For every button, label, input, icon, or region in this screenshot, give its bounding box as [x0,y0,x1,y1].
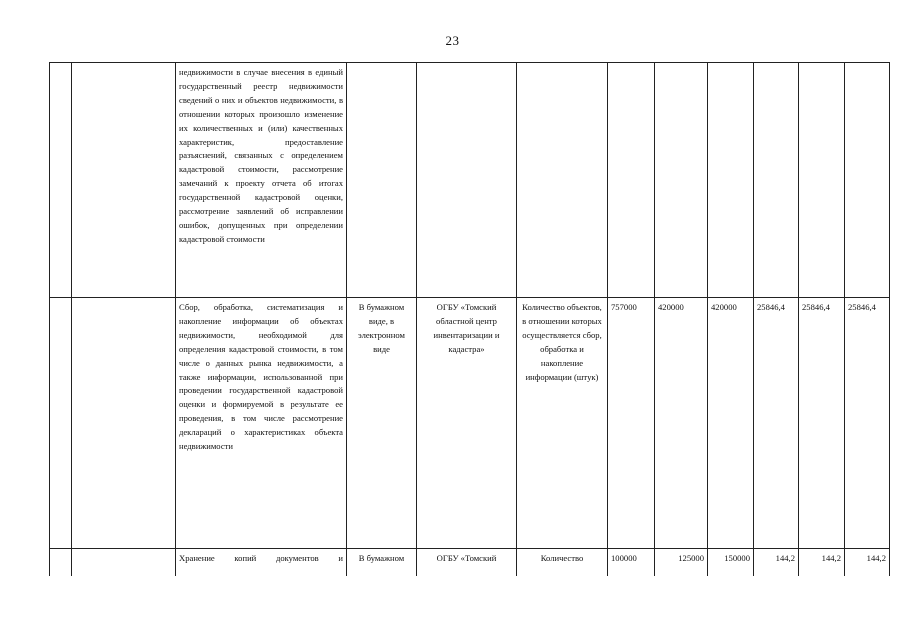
organization-cell [417,63,517,298]
number-cell [50,298,72,549]
table-row [50,549,890,576]
value-cell: 144,2 [799,549,845,576]
description-cell: Сбор, обработка, систематизация и накопление информации об объектах недвижимости, необходимой для определения кадастровой стоимости, в том числе о данных рынка недвижимости, а также информации, использованной при проведении государственной кадастровой оценки и формируемой в результате ее проведения, в том числе рассмотрение деклараций о характеристиках объекта недвижимости [176,298,347,549]
form-cell: В бумажном виде, в электронном виде [347,298,417,549]
program-cell [72,549,176,576]
value-cell [608,63,655,298]
value-cell: 25846,4 [799,298,845,549]
indicator-cell: Количество [517,549,608,576]
program-cell [72,298,176,549]
indicator-cell: Количество объектов, в отношении которых осуществляется сбор, обработка и накопление информации (штук) [517,298,608,549]
value-cell: 757000 [608,298,655,549]
form-cell: В бумажном [347,549,417,576]
description-cell: недвижимости в случае внесения в единый государственный реестр недвижимости сведений о них и объектов недвижимости, в отношении которых произошло изменение их количественных и (или) качественных характеристик, предоставление разъяснений, связанных с определением кадастровой стоимости, рассмотрение замечаний к проекту отчета об итогах государственной кадастровой оценки, рассмотрение заявлений об исправлении ошибок, допущенных при определении кадастровой стоимости [176,63,347,298]
value-cell: 144,2 [754,549,799,576]
value-cell: 25846,4 [845,298,890,549]
value-cell [845,63,890,298]
description-cell: Хранение копий документов и [176,549,347,576]
number-cell [50,63,72,298]
value-cell [754,63,799,298]
page-number: 23 [445,33,460,48]
value-cell: 25846,4 [754,298,799,549]
form-cell [347,63,417,298]
organization-cell: ОГБУ «Томский [417,549,517,576]
value-cell: 125000 [655,549,708,576]
number-cell [50,549,72,576]
value-cell [799,63,845,298]
indicator-cell [517,63,608,298]
organization-cell: ОГБУ «Томский областной центр инвентаризации и кадастра» [417,298,517,549]
program-cell [72,63,176,298]
value-cell: 100000 [608,549,655,576]
value-cell: 420000 [708,298,754,549]
budget-table [49,62,890,576]
value-cell [708,63,754,298]
table-row [50,298,890,549]
value-cell: 150000 [708,549,754,576]
value-cell [655,63,708,298]
table-row [50,63,890,298]
value-cell: 144,2 [845,549,890,576]
value-cell: 420000 [655,298,708,549]
